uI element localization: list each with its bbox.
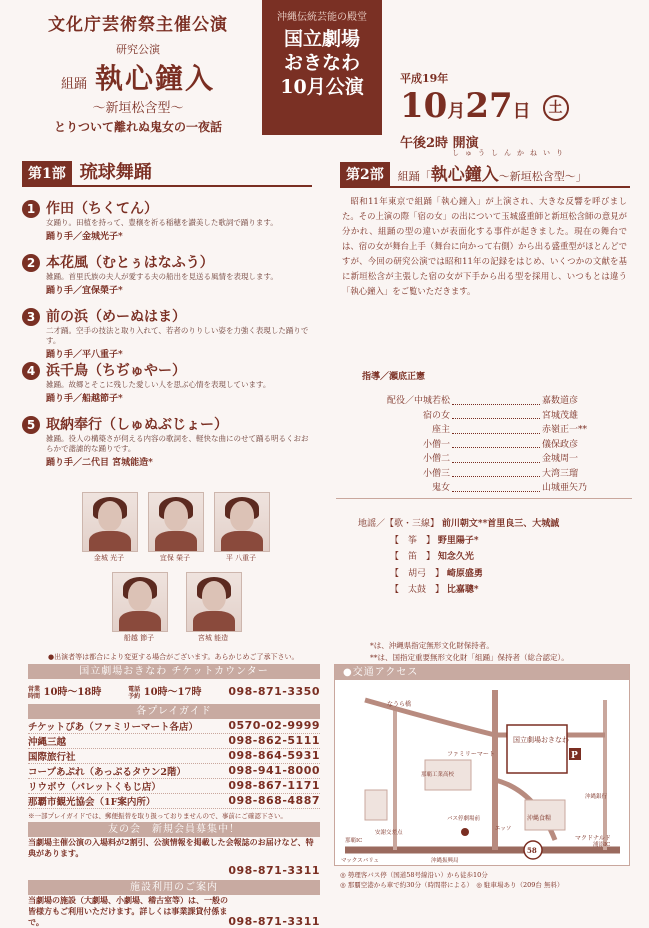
- guide-row: [28, 749, 320, 764]
- guide-row: [28, 794, 320, 809]
- guide-phone[interactable]: 0570-02-9999: [228, 719, 320, 732]
- facility-phone[interactable]: 098-871-3311: [228, 914, 320, 928]
- hours-label: 電話予約: [128, 685, 141, 700]
- date-day-unit: 日: [512, 101, 531, 122]
- cast-row: [362, 409, 602, 424]
- cast-row: [362, 452, 602, 467]
- festival-title: 文化庁芸術祭主催公演: [48, 15, 228, 35]
- staff-block: [362, 369, 602, 496]
- musician-names: 前川朝文**首里良三、大城誠: [441, 519, 560, 529]
- photo-caption: 宜保 榮子: [159, 554, 191, 562]
- era-year: 平成19年: [400, 72, 449, 85]
- cast-role: 小僧一: [422, 439, 450, 450]
- guide-row: [28, 734, 320, 749]
- genre-label: 組踊: [60, 77, 87, 92]
- musician-names: 比嘉聰*: [446, 585, 479, 595]
- musician-row: [358, 549, 628, 566]
- cast-name: 山城亜矢乃: [542, 483, 588, 493]
- map-label-theater: 国立劇場おきなわ: [513, 736, 569, 744]
- map-label: 沖縄振興局: [431, 858, 459, 864]
- musician-names: 崎原盛勇: [446, 568, 483, 579]
- ticket-counter-bar: 国立劇場おきなわ チケットカウンター: [28, 664, 320, 679]
- guide-name: 国際旅行社: [28, 751, 76, 763]
- program-number: 3: [22, 308, 40, 326]
- program-list: [22, 198, 312, 476]
- program-desc: 雑踊。役人の構築さが伺える内容の歌詞を、軽快な曲にのせて踊る明るくおおらかで諧謔的な踊りです。: [46, 434, 309, 453]
- header-left: [18, 10, 258, 134]
- map-label: 安謝交差点: [375, 830, 403, 836]
- musicians-block: [358, 516, 628, 599]
- cast-change-note: ●出演者等は都合により変更する場合がございます。あらかじめご了承下さい。: [48, 653, 299, 661]
- membership-phone[interactable]: 098-871-3311: [228, 863, 320, 877]
- guide-name: コープあぷれ（あっぷるタウン2階）: [28, 766, 187, 778]
- dancer-photo: [112, 572, 168, 632]
- hours-value: 10時～17時: [143, 687, 202, 698]
- access-map: [335, 680, 629, 865]
- facility-bar: 施設利用のご案内: [28, 880, 320, 895]
- theater-line-3: 10月公演: [280, 76, 364, 98]
- program-desc: 二才踊。空手の技法と取り入れて、若者のりりしい姿を力強く表現した踊りです。: [46, 326, 309, 345]
- theater-line-1: 国立劇場: [283, 28, 360, 50]
- map-label: バス停劇場前: [447, 816, 481, 822]
- cast-name: 赤嶺正一**: [542, 425, 588, 435]
- program-dancer: 踊り手／宜保榮子*: [46, 286, 123, 296]
- photo-caption: 平 八重子: [225, 554, 257, 562]
- cast-role: 配役／中城若松: [386, 396, 450, 406]
- guide-row: [28, 779, 320, 794]
- holder-notes: [370, 640, 569, 664]
- musician-row: [358, 533, 628, 550]
- program-dancer: 踊り手／金城光子*: [46, 232, 123, 242]
- part2-title-sub: ～新垣松含型～」: [498, 170, 587, 183]
- cast-name: 嘉数道彦: [542, 396, 579, 406]
- performance-date: [400, 88, 640, 130]
- map-label: 浦添IC: [593, 842, 611, 848]
- musician-row: [358, 566, 628, 583]
- program-item: [22, 414, 312, 476]
- dancer-photo: [214, 492, 270, 552]
- guide-phone[interactable]: 098-941-8000: [228, 764, 320, 777]
- cast-name: 金城周一: [542, 454, 579, 464]
- hours-value: 10時～18時: [43, 687, 102, 698]
- program-number: 5: [22, 416, 40, 434]
- theater-title-box: [262, 0, 382, 135]
- program-number: 2: [22, 254, 40, 272]
- counter-hours: [28, 679, 320, 704]
- ticket-info: [28, 664, 320, 928]
- program-desc: 女踊り。田植を持って、豊穣を祈る稲穂を讃美した歌詞で踊ります。: [46, 218, 278, 227]
- cast-row: [362, 394, 602, 409]
- holder-note: **は、国指定重要無形文化財「組踊」保持者（総合認定）。: [370, 653, 569, 662]
- cast-role: 座主: [431, 425, 450, 435]
- part1-heading: [22, 158, 312, 187]
- map-label: エッソ: [495, 826, 512, 832]
- main-subtitle: ～新垣松含型～: [92, 101, 184, 116]
- date-month: 10: [400, 86, 448, 126]
- instrument: 【 笛 】: [390, 552, 436, 562]
- cast-row: [362, 481, 602, 496]
- date-month-unit: 月: [447, 101, 466, 122]
- guide-phone[interactable]: 098-862-5111: [228, 734, 320, 747]
- director-line: 指導／瀬底正憲: [362, 372, 426, 382]
- program-title: 浜千鳥（ちぢゅやー）: [46, 363, 186, 379]
- program-title: 取納奉行（しゅぬぶじょー）: [46, 417, 228, 433]
- access-bar: ●交通アクセス: [335, 665, 629, 680]
- guide-row: [28, 719, 320, 734]
- program-dancer: 踊り手／平八重子*: [46, 350, 123, 360]
- program-number: 4: [22, 362, 40, 380]
- access-map-panel: [334, 664, 630, 866]
- program-number: 1: [22, 200, 40, 218]
- musician-row: [358, 516, 628, 533]
- part1-label: 第1部: [22, 161, 72, 185]
- program-item: [22, 306, 312, 360]
- guide-name: リウボウ（パレットくもじ店）: [28, 781, 161, 793]
- part2-heading: [340, 160, 630, 188]
- musician-row: [358, 582, 628, 599]
- musician-names: 知念久光: [437, 552, 474, 562]
- theater-caption: 沖縄伝統芸能の殿堂: [277, 12, 367, 23]
- part2-description: 昭和11年東京で組踊「執心鐘入」が上演され、大きな反響を呼びました。その上演の際「宿の女」の出について玉城盛重師と新垣松含師の意見が分かれ、組踊の型の違いが表面化する事件が起きました。現在の舞台では、宿の女が舞台上手（舞台に向かって右側）から出る盛重型がほとんどですが、今回の研究公演では昭和11年の記録をはじめ、いくつかの文献を基に新垣松含が主張した宿の女が下手から出る型を採用し、いつもとは違う「執心鐘入」をご覧いただきます。: [342, 196, 627, 296]
- program-item: [22, 198, 312, 252]
- guide-note: ※一部プレイガイドでは、郵便振替を取り扱っておりませんので、事前にご確認下さい。: [28, 811, 287, 820]
- part2-title: [398, 160, 587, 186]
- musician-names: 野里陽子*: [437, 535, 479, 546]
- guide-name: 那覇市観光協会（1F案内所）: [28, 796, 156, 808]
- part2-label: 第2部: [340, 162, 390, 186]
- photo-caption: 金城 光子: [93, 554, 125, 562]
- cast-role: 鬼女: [431, 483, 450, 493]
- map-label: ファミリーマート: [447, 751, 495, 758]
- part2-title-prefix: 組踊「: [397, 170, 431, 183]
- start-time: 午後2時 開演: [400, 136, 479, 151]
- instrument: 【 胡弓 】: [390, 568, 445, 579]
- map-label: 那覇IC: [345, 838, 363, 844]
- access-note: ◎ 勢理客バス停（国道58号線沿い）から徒歩10分: [340, 871, 488, 879]
- map-label: なうら橋: [387, 701, 412, 708]
- membership-bar: 友の会 新規会員募集中！: [28, 822, 320, 837]
- program-item: [22, 252, 312, 306]
- cast-role: 小僧三: [422, 468, 450, 479]
- section-divider: [336, 498, 632, 499]
- guide-phone[interactable]: 098-868-4887: [228, 794, 320, 807]
- program-dancer: 踊り手／船越節子*: [46, 394, 123, 404]
- facility-row: [28, 895, 320, 928]
- route-58-label: 58: [527, 846, 537, 855]
- program-item: [22, 360, 312, 414]
- map-label: マックスバリュ: [341, 858, 380, 864]
- dancer-photo: [82, 492, 138, 552]
- membership-text: 当劇場主催公演の入場料が2割引、公演情報を掲載した会報誌のお届けなど、特典があります。: [28, 836, 314, 858]
- theater-line-2: おきなわ: [283, 52, 360, 74]
- guide-name: 沖縄三越: [28, 736, 67, 748]
- program-dancer: 踊り手／二代目 宮城能造*: [46, 458, 153, 468]
- cast-name: 大湾三瑠: [542, 468, 579, 479]
- program-desc: 雑踊。首里氏族の夫人が愛する夫の船出を見送る風情を表現します。: [46, 272, 278, 281]
- cast-role: 小僧二: [422, 454, 450, 464]
- holder-note: *は、沖縄県指定無形文化財保持者。: [370, 641, 494, 650]
- instrument: 【 筝 】: [390, 535, 436, 546]
- cast-row: [362, 438, 602, 453]
- map-label: 沖縄食糧: [527, 815, 552, 822]
- program-title: 前の浜（めーぬはま）: [46, 309, 186, 325]
- title-row: [18, 57, 258, 97]
- cast-row: [362, 423, 602, 438]
- performance-kind: 研究公演: [116, 43, 160, 56]
- hours-label: 営業時間: [28, 685, 41, 700]
- instrument: 地謡／【歌・三線】: [358, 519, 440, 529]
- map-label: 那覇工業高校: [421, 772, 455, 778]
- theater-name: [262, 27, 382, 99]
- play-guide-bar: 各プレイガイド: [28, 704, 320, 719]
- cast-role: 宿の女: [422, 410, 450, 421]
- tagline: とりついて離れぬ鬼女の一夜話: [53, 120, 222, 134]
- photo-caption: 宮城 能造: [197, 634, 229, 642]
- facility-text: 当劇場の施設（大劇場、小劇場、稽古室等）は、一般の皆様方もご利用いただけます。詳しくは事業課貸付係まで。: [28, 894, 228, 927]
- cast-name: 宮城茂雄: [542, 410, 579, 421]
- instrument: 【 太鼓 】: [390, 585, 445, 595]
- program-title: 本花風（むとぅはなふう）: [46, 255, 214, 271]
- date-block: [400, 70, 640, 151]
- weekday-badge: 土: [543, 95, 569, 121]
- cast-name: 儀保政彦: [542, 439, 579, 450]
- map-label: マクドナルド: [575, 835, 611, 842]
- program-desc: 雑踊。故郷とそこに残した愛しい人を思ぶ心情を表現しています。: [46, 380, 271, 389]
- program-title: 作田（ちくてん）: [46, 201, 158, 217]
- dancer-photo: [186, 572, 242, 632]
- part1-title: 琉球舞踊: [79, 162, 152, 183]
- map-label: 沖縄銀行: [585, 794, 608, 800]
- parking-icon: P: [571, 751, 578, 761]
- guide-phone[interactable]: 098-864-5931: [228, 749, 320, 762]
- title-furigana: しゅうしんかねいり: [452, 149, 569, 157]
- guide-name: チケットぴあ（ファミリーマート各店）: [28, 721, 198, 733]
- guide-phone[interactable]: 098-867-1171: [228, 779, 320, 792]
- guide-row: [28, 764, 320, 779]
- counter-phone[interactable]: 098-871-3350: [228, 684, 320, 698]
- part2-title-main: 執心鐘入: [430, 165, 499, 185]
- access-note: ◎ 那覇空港から車で約30分（時間帯による） ◎ 駐車場あり（209台 無料）: [340, 881, 564, 889]
- date-day: 27: [465, 86, 513, 126]
- photo-caption: 船越 節子: [123, 634, 155, 642]
- cast-row: [362, 467, 602, 482]
- main-title: 執心鐘入: [95, 62, 216, 95]
- access-notes: [340, 870, 563, 890]
- dancer-photo: [148, 492, 204, 552]
